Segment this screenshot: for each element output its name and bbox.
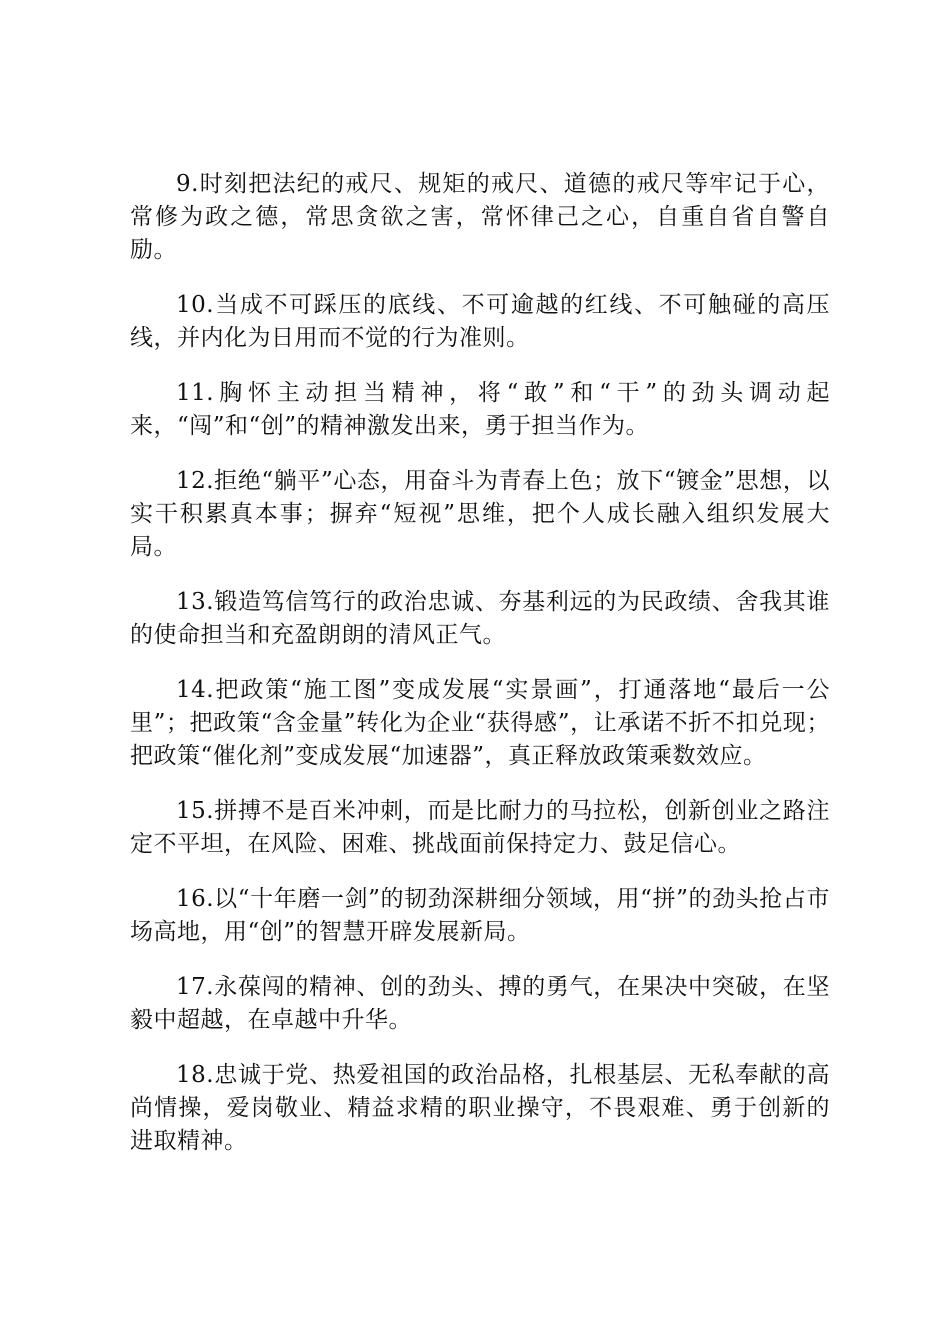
- paragraph-11: 11.胸怀主动担当精神，将“敢”和“干”的劲头调动起来，“闯”和“创”的精神激发出来，勇于担当作为。: [130, 380, 830, 439]
- paragraph-9: 9.时刻把法纪的戒尺、规矩的戒尺、道德的戒尺等牢记于心，常修为政之德，常思贪欲之害，常怀律己之心，自重自省自警自励。: [130, 171, 830, 263]
- paragraph-13: 13.锻造笃信笃行的政治忠诚、夯基利远的为民政绩、舍我其谁的使命担当和充盈朗朗的清风正气。: [130, 589, 830, 648]
- paragraph-14: 14.把政策“施工图”变成发展“实景画”，打通落地“最后一公里”；把政策“含金量”转化为企业“获得感”，让承诺不折不扣兑现；把政策“催化剂”变成发展“加速器”，真正释放政策乘数效应。: [130, 677, 830, 769]
- paragraph-16: 16.以“十年磨一剑”的韧劲深耕细分领域，用“拼”的劲头抢占市场高地，用“创”的智慧开辟发展新局。: [130, 886, 830, 945]
- paragraph-10: 10.当成不可踩压的底线、不可逾越的红线、不可触碰的高压线，并内化为日用而不觉的行为准则。: [130, 292, 830, 351]
- document-body: [130, 168, 830, 1180]
- paragraph-17: 17.永葆闯的精神、创的劲头、搏的勇气，在果决中突破，在坚毅中超越，在卓越中升华。: [130, 974, 830, 1033]
- paragraph-18: 18.忠诚于党、热爱祖国的政治品格，扎根基层、无私奉献的高尚情操，爱岗敬业、精益求精的职业操守，不畏艰难、勇于创新的进取精神。: [130, 1062, 830, 1154]
- paragraph-12: 12.拒绝“躺平”心态，用奋斗为青春上色；放下“镀金”思想，以实干积累真本事；摒弃“短视”思维，把个人成长融入组织发展大局。: [130, 468, 830, 560]
- paragraph-15: 15.拼搏不是百米冲刺，而是比耐力的马拉松，创新创业之路注定不平坦，在风险、困难、挑战面前保持定力、鼓足信心。: [130, 798, 830, 857]
